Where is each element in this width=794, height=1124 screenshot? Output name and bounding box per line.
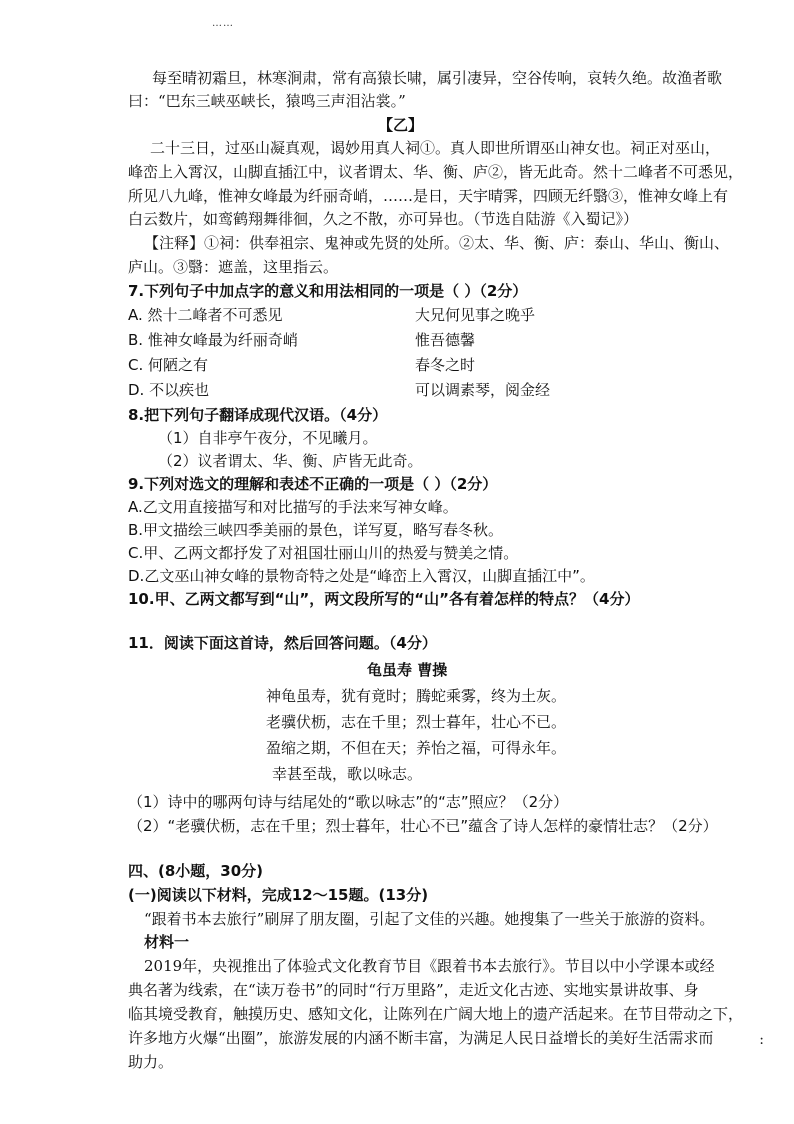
passage-jia-line: 曰：“巴东三峡巫峡长，猿鸣三声泪沾裳。”	[128, 92, 406, 110]
q7-option-left: B. 惟神女峰最为纤丽奇峭	[128, 331, 298, 349]
material-line: 2019年，央视推出了体验式文化教育节目《跟着书本去旅行》。节目以中小学课本或经	[144, 957, 715, 975]
material-title: 材料一	[144, 933, 190, 951]
material-line: 典名著为线索，在“读万卷书”的同时“行万里路”，走近文化古迹、实地实景讲故事、身	[128, 981, 699, 999]
section-4-intro: “跟着书本去旅行”刷屏了朋友圈，引起了文佳的兴趣。她搜集了一些关于旅游的资料。	[144, 910, 715, 928]
section-4-sub: (一)阅读以下材料，完成12～15题。(13分)	[128, 886, 429, 904]
q7-option-left: A. 然十二峰者不可悉见	[128, 306, 283, 324]
passage-yi-title: 【乙】	[378, 116, 424, 134]
poem-line: 盈缩之期，不但在天；养怡之福，可得永年。	[266, 739, 567, 757]
q7-option-right: 大兄何见事之晚乎	[415, 306, 536, 324]
question-9-stem: 9.下列对选文的理解和表述不正确的一项是（ ）（2分）	[128, 475, 498, 493]
poem-line: 幸甚至哉，歌以咏志。	[272, 765, 423, 783]
q11-subquestion: （2）“老骥伏枥，志在千里；烈士暮年，壮心不已”蕴含了诗人怎样的豪情壮志？（2分）	[128, 817, 718, 835]
section-4-title: 四、(8小题，30分)	[128, 862, 264, 880]
notes-line: 庐山。③翳：遮盖，这里指云。	[128, 258, 339, 276]
q7-option-right: 惟吾德馨	[415, 331, 476, 349]
q9-option: D.乙文巫山神女峰的景物奇特之处是“峰峦上入霄汉，山脚直插江中”。	[128, 567, 595, 585]
question-11-stem: 11．阅读下面这首诗，然后回答问题。（4分）	[128, 634, 437, 652]
poem-line: 老骥伏枥，志在千里；烈士暮年，壮心不已。	[266, 713, 567, 731]
passage-jia-line: 每至晴初霜旦，林寒涧肃，常有高猿长啸，属引凄异，空谷传响，哀转久绝。故渔者歌	[152, 69, 723, 87]
passage-yi-line: 二十三日，过巫山凝真观，谒妙用真人祠①。真人即世所谓巫山神女也。祠正对巫山，	[150, 139, 721, 157]
q7-option-left: C. 何陋之有	[128, 356, 209, 374]
passage-yi-line: 白云数片，如鸾鹤翔舞徘徊，久之不散，亦可异也。（节选自陆游《入蜀记》）	[128, 210, 639, 228]
question-8-stem: 8.把下列句子翻译成现代汉语。（4分）	[128, 406, 388, 424]
question-10: 10.甲、乙两文都写到“山”，两文段所写的“山”各有着怎样的特点？（4分）	[128, 590, 640, 608]
poem-title: 龟虽寿 曹操	[367, 661, 448, 679]
q11-subquestion: （1）诗中的哪两句诗与结尾处的“歌以咏志”的“志”照应？（2分）	[128, 793, 569, 811]
q8-item: （2）议者谓太、华、衡、庐皆无此奇。	[158, 452, 423, 470]
passage-yi-line: 峰峦上入霄汉，山脚直插江中，议者谓太、华、衡、庐②，皆无此奇。然十二峰者不可悉见，	[128, 163, 744, 181]
q7-option-left: D. 不以疾也	[128, 381, 210, 399]
poem-line: 神龟虽寿，犹有竟时；腾蛇乘雾，终为土灰。	[266, 687, 567, 705]
material-line: 许多地方火爆“出圈”，旅游发展的内涵不断丰富，为满足人民日益增长的美好生活需求而	[128, 1029, 714, 1047]
q9-option: C.甲、乙两文都抒发了对祖国壮丽山川的热爱与赞美之情。	[128, 544, 519, 562]
top-dots: ……	[212, 18, 234, 29]
material-line: 临其境受教育，触摸历史、感知文化，让陈列在广阔大地上的遗产活起来。在节目带动之下，	[128, 1005, 744, 1023]
q7-option-right: 春冬之时	[415, 356, 476, 374]
question-7-stem: 7.下列句子中加点字的意义和用法相同的一项是（ ）（2分）	[128, 282, 528, 300]
q9-option: A.乙文用直接描写和对比描写的手法来写神女峰。	[128, 498, 458, 516]
passage-yi-line: 所见八九峰，惟神女峰最为纤丽奇峭，……是日，天宇晴霁，四顾无纤翳③，惟神女峰上有	[128, 187, 729, 205]
q7-option-right: 可以调素琴，阅金经	[415, 381, 551, 399]
notes-line: 【注释】①祠：供奉祖宗、鬼神或先贤的处所。②太、华、衡、庐：泰山、华山、衡山、	[144, 234, 730, 252]
material-line: 助力。	[128, 1053, 174, 1071]
margin-mark: :	[759, 1032, 764, 1048]
q8-item: （1）自非亭午夜分，不见曦月。	[158, 429, 378, 447]
q9-option: B.甲文描绘三峡四季美丽的景色，详写夏，略写春冬秋。	[128, 521, 504, 539]
